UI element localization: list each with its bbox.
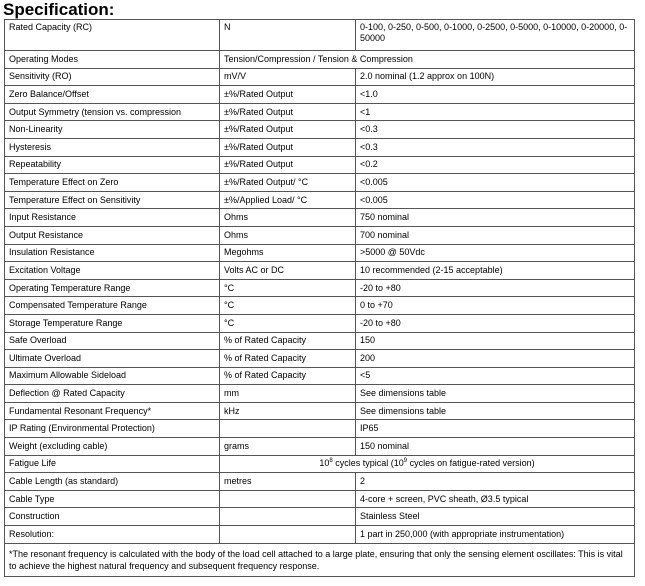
value-cell: Stainless Steel [356,508,635,526]
table-row [5,490,635,508]
param-cell: Weight (excluding cable) [5,438,220,456]
table-row [5,262,635,280]
unit-cell: mV/V [220,68,356,86]
param-cell: Rated Capacity (RC) [5,20,220,51]
param-cell: Excitation Voltage [5,262,220,280]
value-cell: 750 nominal [356,209,635,227]
param-cell: Ultimate Overload [5,350,220,368]
unit-cell [220,490,356,508]
param-cell: Output Symmetry (tension vs. compression [5,103,220,121]
value-cell: <0.2 [356,156,635,174]
specification-table [4,19,635,577]
table-row [5,279,635,297]
value-cell: 700 nominal [356,226,635,244]
table-row [5,226,635,244]
table-row [5,191,635,209]
table-row [5,438,635,456]
unit-cell: ±%/Rated Output [220,121,356,139]
unit-cell: ±%/Applied Load/ °C [220,191,356,209]
unit-cell: °C [220,314,356,332]
fatigue-exp-2: 9 [403,458,408,465]
table-row [5,121,635,139]
table-row [5,209,635,227]
value-cell: 2.0 nominal (1.2 approx on 100N) [356,68,635,86]
param-cell: Fatigue Life [5,455,220,473]
fatigue-post: cycles on fatigue-rated version) [407,458,535,469]
param-cell: Safe Overload [5,332,220,350]
table-row [5,420,635,438]
value-cell: See dimensions table [356,402,635,420]
table-row [5,244,635,262]
unit-cell: N [220,20,356,51]
table-row [5,297,635,315]
fatigue-exp-1: 8 [329,458,333,465]
unit-cell: Megohms [220,244,356,262]
value-cell: <0.3 [356,121,635,139]
unit-cell: metres [220,473,356,491]
fatigue-mid: cycles typical (10 [332,458,404,469]
fatigue-pre: 10 [319,458,330,469]
unit-cell: Volts AC or DC [220,262,356,280]
unit-cell [220,420,356,438]
param-cell: Temperature Effect on Sensitivity [5,191,220,209]
param-cell: Operating Temperature Range [5,279,220,297]
value-cell: <1 [356,103,635,121]
table-row [5,20,635,51]
table-row [5,473,635,491]
param-cell: Hysteresis [5,138,220,156]
value-cell: >5000 @ 50Vdc [356,244,635,262]
footnote: *The resonant frequency is calculated with the body of the load cell attached to a large plate, ensuring that only the sensing element oscillates: This is vital to achieve the highest natural frequency and subsequent frequency response. [5,543,635,576]
value-cell: 150 [356,332,635,350]
unit-cell: ±%/Rated Output/ °C [220,174,356,192]
param-cell: Cable Length (as standard) [5,473,220,491]
footnote-row [5,543,635,576]
value-cell: See dimensions table [356,385,635,403]
fatigue-life-value [220,455,635,473]
table-row [5,86,635,104]
table-row [5,455,635,473]
value-cell: <1.0 [356,86,635,104]
unit-cell: Tension/Compression / Tension & Compression [220,51,635,69]
value-cell: 1 part in 250,000 (with appropriate instrumentation) [356,526,635,544]
unit-cell: °C [220,279,356,297]
table-row [5,314,635,332]
param-cell: IP Rating (Environmental Protection) [5,420,220,438]
value-cell: 150 nominal [356,438,635,456]
param-cell: Sensitivity (RO) [5,68,220,86]
value-cell: <5 [356,367,635,385]
table-row [5,526,635,544]
unit-cell [220,526,356,544]
param-cell: Maximum Allowable Sideload [5,367,220,385]
table-row [5,367,635,385]
value-cell: <0.3 [356,138,635,156]
table-row [5,51,635,69]
unit-cell: °C [220,297,356,315]
param-cell: Storage Temperature Range [5,314,220,332]
unit-cell: ±%/Rated Output [220,138,356,156]
value-cell: -20 to +80 [356,314,635,332]
unit-cell: kHz [220,402,356,420]
param-cell: Input Resistance [5,209,220,227]
param-cell: Fundamental Resonant Frequency* [5,402,220,420]
table-row [5,350,635,368]
table-row [5,332,635,350]
value-cell: 0 to +70 [356,297,635,315]
unit-cell: % of Rated Capacity [220,350,356,368]
unit-cell: grams [220,438,356,456]
table-row [5,385,635,403]
unit-cell [220,508,356,526]
table-row [5,156,635,174]
unit-cell: Ohms [220,226,356,244]
unit-cell: % of Rated Capacity [220,332,356,350]
param-cell: Construction [5,508,220,526]
unit-cell: ±%/Rated Output [220,156,356,174]
param-cell: Non-Linearity [5,121,220,139]
unit-cell: Ohms [220,209,356,227]
table-row [5,103,635,121]
param-cell: Compensated Temperature Range [5,297,220,315]
table-row [5,68,635,86]
unit-cell: mm [220,385,356,403]
value-cell: <0.005 [356,174,635,192]
param-cell: Repeatability [5,156,220,174]
page-title: Specification: [3,0,115,19]
value-cell: 200 [356,350,635,368]
value-cell: -20 to +80 [356,279,635,297]
param-cell: Insulation Resistance [5,244,220,262]
param-cell: Cable Type [5,490,220,508]
value-cell: 10 recommended (2-15 acceptable) [356,262,635,280]
table-row [5,402,635,420]
unit-cell: ±%/Rated Output [220,103,356,121]
value-cell: <0.005 [356,191,635,209]
param-cell: Operating Modes [5,51,220,69]
value-cell: 2 [356,473,635,491]
table-row [5,508,635,526]
param-cell: Deflection @ Rated Capacity [5,385,220,403]
value-cell: IP65 [356,420,635,438]
table-row [5,174,635,192]
param-cell: Zero Balance/Offset [5,86,220,104]
table-row [5,138,635,156]
unit-cell: % of Rated Capacity [220,367,356,385]
param-cell: Output Resistance [5,226,220,244]
value-cell: 0-100, 0-250, 0-500, 0-1000, 0-2500, 0-5000, 0-10000, 0-20000, 0-50000 [356,20,635,51]
unit-cell: ±%/Rated Output [220,86,356,104]
param-cell: Resolution: [5,526,220,544]
param-cell: Temperature Effect on Zero [5,174,220,192]
value-cell: 4-core + screen, PVC sheath, Ø3.5 typical [356,490,635,508]
